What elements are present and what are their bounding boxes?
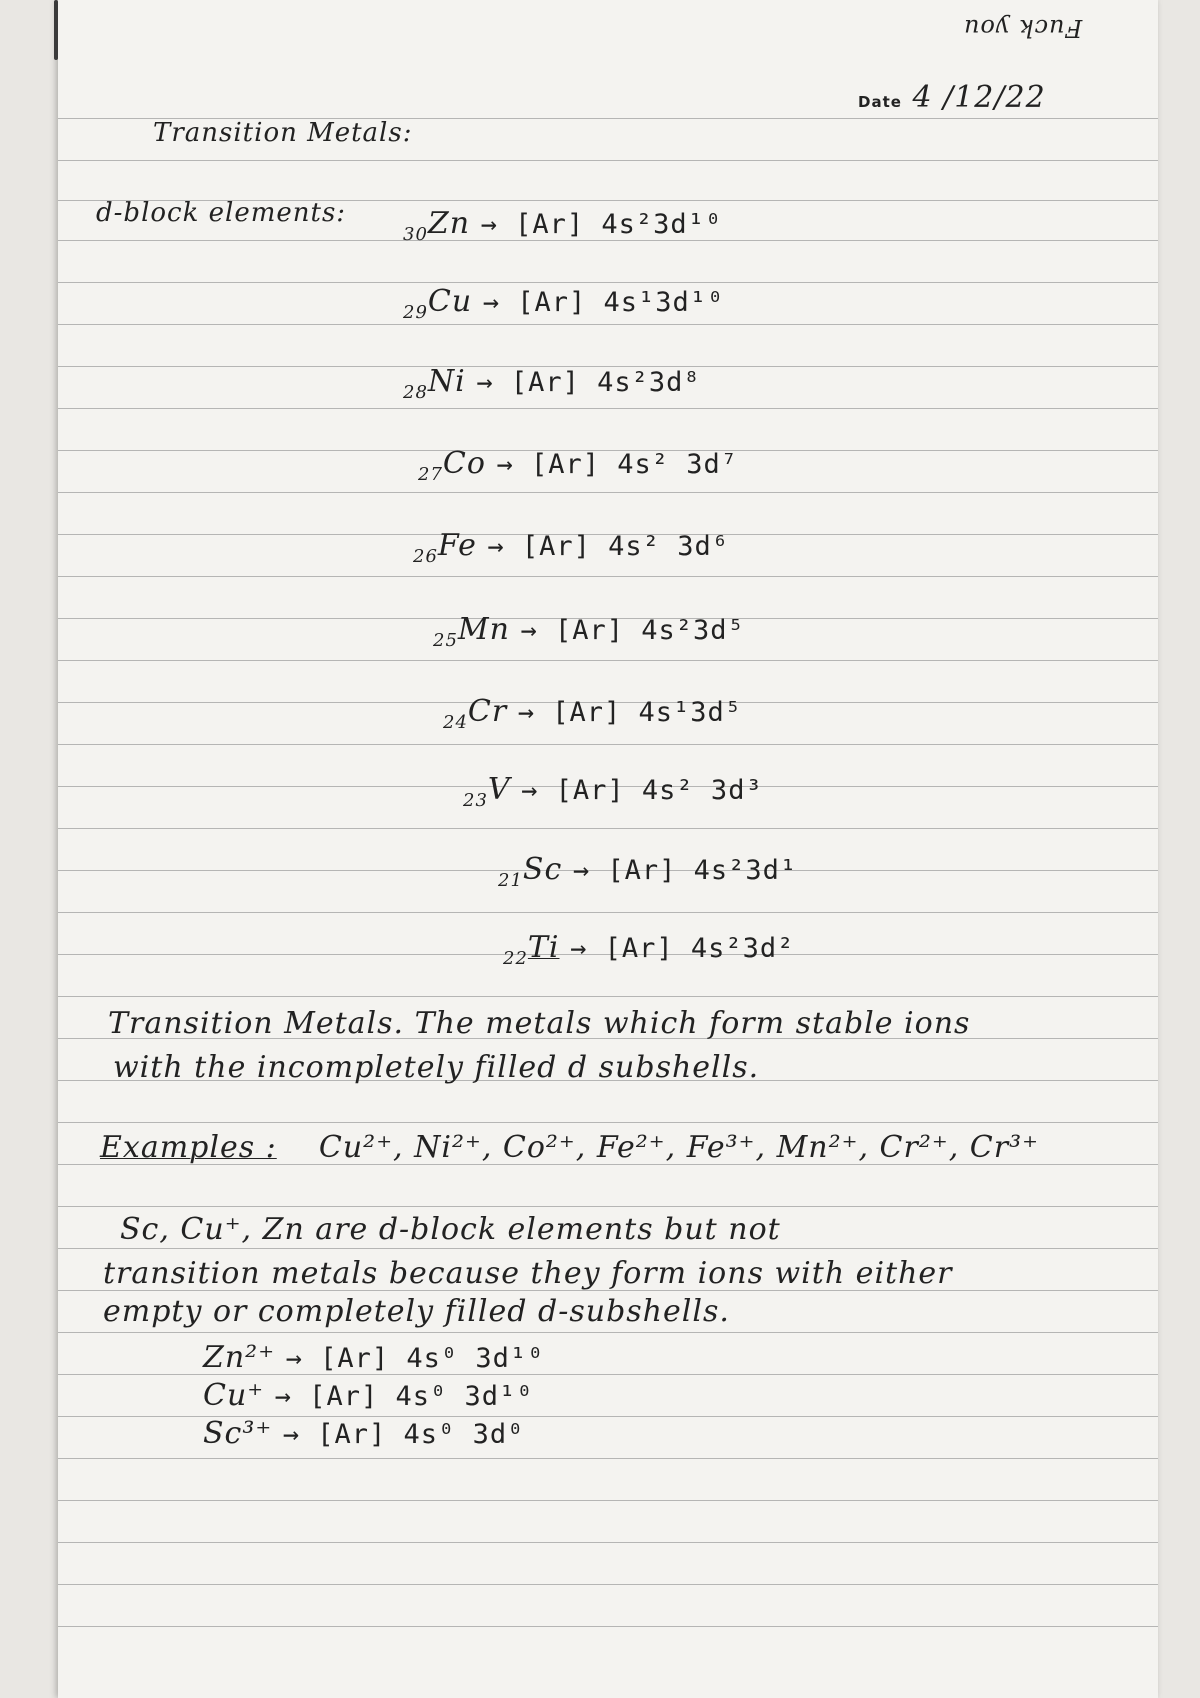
element-config-row bbox=[403, 364, 701, 403]
ruled-line bbox=[58, 1248, 1158, 1249]
electron-config: → [Ar] 4s² 3d³ bbox=[521, 775, 763, 806]
element-symbol: Ti bbox=[527, 930, 560, 965]
atomic-number: 26 bbox=[413, 546, 438, 567]
element-symbol: Mn bbox=[457, 612, 510, 647]
corner-note: Fuck you bbox=[963, 14, 1083, 42]
atomic-number: 23 bbox=[463, 790, 488, 811]
electron-config: → [Ar] 4s²3d⁸ bbox=[476, 367, 701, 398]
ion-config-row bbox=[203, 1340, 544, 1375]
ruled-line bbox=[58, 1122, 1158, 1123]
atomic-number: 25 bbox=[433, 630, 458, 651]
element-symbol: Ni bbox=[427, 364, 466, 399]
ruled-line bbox=[58, 576, 1158, 577]
element-config-row bbox=[433, 612, 745, 651]
element-symbol: Cr bbox=[467, 694, 508, 729]
ruled-line bbox=[58, 996, 1158, 997]
ion-electron-config: → [Ar] 4s⁰ 3d¹⁰ bbox=[274, 1381, 534, 1412]
ion-electron-config: → [Ar] 4s⁰ 3d¹⁰ bbox=[285, 1343, 545, 1374]
ruled-line bbox=[58, 912, 1158, 913]
electron-config: → [Ar] 4s² 3d⁷ bbox=[496, 449, 739, 480]
definition-line: Transition Metals. The metals which form stable ions bbox=[108, 1006, 971, 1041]
atomic-number: 28 bbox=[403, 382, 428, 403]
ion-config-row bbox=[203, 1378, 534, 1413]
atomic-number: 27 bbox=[418, 464, 443, 485]
ruled-line bbox=[58, 160, 1158, 161]
ion-symbol: Sc³⁺ bbox=[203, 1416, 273, 1451]
electron-config: → [Ar] 4s²3d¹⁰ bbox=[480, 209, 723, 240]
exception-line: transition metals because they form ions with either bbox=[103, 1256, 953, 1291]
ruled-line bbox=[58, 408, 1158, 409]
d-block-label: d-block elements: bbox=[96, 198, 347, 228]
ruled-line bbox=[58, 324, 1158, 325]
element-config-row bbox=[463, 772, 763, 811]
ion-symbol: Cu⁺ bbox=[203, 1378, 265, 1413]
element-config-row bbox=[413, 528, 729, 567]
ion-config-row bbox=[203, 1416, 524, 1451]
element-symbol: V bbox=[487, 772, 511, 807]
notebook-page bbox=[58, 0, 1158, 1698]
electron-config: → [Ar] 4s²3d⁵ bbox=[520, 615, 745, 646]
element-config-row bbox=[443, 694, 742, 733]
ruled-line bbox=[58, 1206, 1158, 1207]
ruled-line bbox=[58, 1500, 1158, 1501]
date-value: 4 /12/22 bbox=[912, 80, 1046, 115]
exception-line: Sc, Cu⁺, Zn are d-block elements but not bbox=[120, 1212, 781, 1247]
atomic-number: 29 bbox=[403, 302, 428, 323]
ruled-line bbox=[58, 660, 1158, 661]
element-symbol: Sc bbox=[522, 852, 563, 887]
ruled-line bbox=[58, 1332, 1158, 1333]
definition-line: with the incompletely filled d subshells. bbox=[113, 1050, 760, 1085]
ruled-line bbox=[58, 492, 1158, 493]
ruled-line bbox=[58, 282, 1158, 283]
electron-config: → [Ar] 4s¹3d⁵ bbox=[517, 697, 743, 728]
electron-config: → [Ar] 4s²3d¹ bbox=[572, 855, 798, 886]
element-config-row bbox=[403, 206, 722, 245]
electron-config: → [Ar] 4s² 3d⁶ bbox=[487, 531, 729, 562]
date-field bbox=[858, 80, 1046, 115]
ruled-line bbox=[58, 1584, 1158, 1585]
page-title: Transition Metals: bbox=[153, 118, 413, 148]
atomic-number: 21 bbox=[498, 870, 523, 891]
element-config-row bbox=[503, 930, 794, 969]
element-symbol: Fe bbox=[437, 528, 477, 563]
atomic-number: 30 bbox=[403, 224, 428, 245]
element-config-row bbox=[403, 284, 724, 323]
ruled-line bbox=[58, 1542, 1158, 1543]
examples-row bbox=[100, 1130, 1039, 1165]
element-config-row bbox=[418, 446, 738, 485]
examples-ions: Cu²⁺, Ni²⁺, Co²⁺, Fe²⁺, Fe³⁺, Mn²⁺, Cr²⁺, Cr³⁺ bbox=[318, 1130, 1039, 1165]
ion-symbol: Zn²⁺ bbox=[203, 1340, 276, 1375]
atomic-number: 24 bbox=[443, 712, 468, 733]
ruled-line bbox=[58, 1626, 1158, 1627]
element-symbol: Zn bbox=[427, 206, 471, 241]
element-config-row bbox=[498, 852, 797, 891]
atomic-number: 22 bbox=[503, 948, 528, 969]
element-symbol: Cu bbox=[427, 284, 473, 319]
date-label: Date bbox=[858, 93, 902, 111]
ruled-line bbox=[58, 1458, 1158, 1459]
ion-electron-config: → [Ar] 4s⁰ 3d⁰ bbox=[282, 1419, 525, 1450]
electron-config: → [Ar] 4s²3d² bbox=[570, 933, 795, 964]
element-symbol: Co bbox=[442, 446, 486, 481]
examples-label: Examples : bbox=[100, 1130, 277, 1165]
ruled-line bbox=[58, 744, 1158, 745]
electron-config: → [Ar] 4s¹3d¹⁰ bbox=[482, 287, 725, 318]
exception-line: empty or completely filled d-subshells. bbox=[103, 1294, 730, 1329]
ruled-line bbox=[58, 828, 1158, 829]
